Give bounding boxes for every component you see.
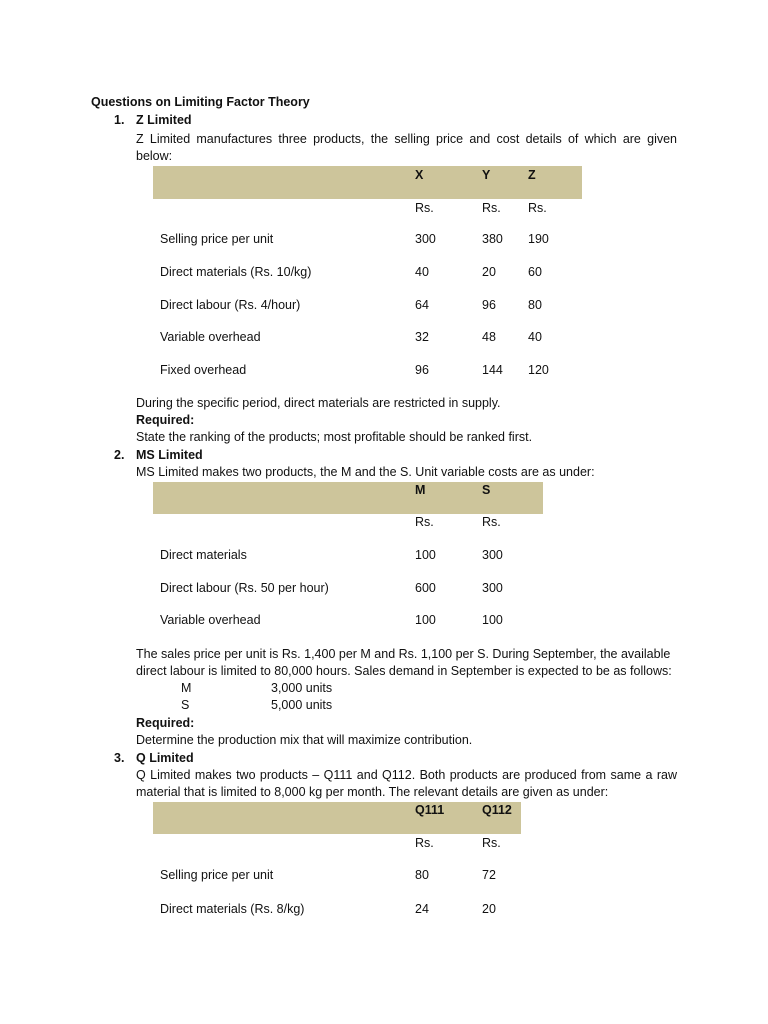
q3-table-header-band (153, 802, 521, 834)
q1-cell: 96 (482, 298, 496, 312)
q2-demand-product: M (181, 681, 192, 695)
q1-cell: 20 (482, 265, 496, 279)
q2-cell: 600 (415, 581, 436, 595)
q3-number: 3. (114, 751, 125, 765)
q1-required-label: Required: (136, 413, 195, 427)
q1-note: During the specific period, direct materials are restricted in supply. (136, 396, 501, 410)
q2-row-label: Direct materials (160, 548, 247, 562)
q3-intro: Q Limited makes two products – Q111 and Q112. Both products are produced from same a raw material that is limited to 8,000 kg per month. The relevant details are given as under: (136, 768, 677, 799)
q3-currency: Rs. (482, 836, 501, 850)
q2-cell: 100 (482, 613, 503, 627)
q1-cell: 190 (528, 232, 549, 246)
q1-cell: 96 (415, 363, 429, 377)
q2-currency: Rs. (482, 515, 501, 529)
q1-table-header-band (153, 166, 582, 199)
q2-heading: MS Limited (136, 448, 203, 462)
q3-row-label: Direct materials (Rs. 8/kg) (160, 902, 305, 916)
q2-required-text: Determine the production mix that will maximize contribution. (136, 733, 473, 747)
q1-cell: 120 (528, 363, 549, 377)
q3-col-header: Q112 (482, 803, 512, 817)
q3-row-label: Selling price per unit (160, 868, 274, 882)
q2-col-header: M (415, 483, 426, 497)
q1-row-label: Direct materials (Rs. 10/kg) (160, 265, 312, 279)
q1-cell: 300 (415, 232, 436, 246)
q2-row-label: Variable overhead (160, 613, 261, 627)
q2-demand-units: 5,000 units (271, 698, 333, 712)
q1-currency: Rs. (528, 201, 547, 215)
q1-row-label: Selling price per unit (160, 232, 274, 246)
q1-cell: 40 (528, 330, 542, 344)
q1-cell: 80 (528, 298, 542, 312)
document-title: Questions on Limiting Factor Theory (91, 95, 310, 109)
q3-heading: Q Limited (136, 751, 194, 765)
q2-note: The sales price per unit is Rs. 1,400 per M and Rs. 1,100 per S. During September, the available direct labour is limited to 80,000 hours. Sales demand in September is expected to be as follows: (136, 647, 672, 678)
q1-cell: 60 (528, 265, 542, 279)
q2-currency: Rs. (415, 515, 434, 529)
q3-currency: Rs. (415, 836, 434, 850)
q2-cell: 100 (415, 548, 436, 562)
q1-number: 1. (114, 113, 125, 127)
q2-cell: 300 (482, 548, 503, 562)
q2-number: 2. (114, 448, 125, 462)
q3-cell: 20 (482, 902, 496, 916)
q1-cell: 32 (415, 330, 429, 344)
q2-col-header: S (482, 483, 491, 497)
q1-intro: Z Limited manufactures three products, the selling price and cost details of which are given below: (136, 132, 677, 163)
q1-currency: Rs. (482, 201, 501, 215)
q1-col-header: Z (528, 168, 536, 182)
q3-cell: 80 (415, 868, 429, 882)
q1-col-header: Y (482, 168, 491, 182)
q1-row-label: Fixed overhead (160, 363, 247, 377)
q3-cell: 72 (482, 868, 496, 882)
q1-cell: 48 (482, 330, 496, 344)
q2-intro: MS Limited makes two products, the M and the S. Unit variable costs are as under: (136, 465, 595, 479)
q2-demand-units: 3,000 units (271, 681, 333, 695)
q1-cell: 40 (415, 265, 429, 279)
q3-col-header: Q111 (415, 803, 445, 817)
q1-required-text: State the ranking of the products; most profitable should be ranked first. (136, 430, 533, 444)
q3-cell: 24 (415, 902, 429, 916)
q2-demand-product: S (181, 698, 190, 712)
q2-cell: 100 (415, 613, 436, 627)
q2-cell: 300 (482, 581, 503, 595)
q2-row-label: Direct labour (Rs. 50 per hour) (160, 581, 329, 595)
q1-cell: 64 (415, 298, 429, 312)
q1-cell: 144 (482, 363, 503, 377)
q2-required-label: Required: (136, 716, 195, 730)
q1-row-label: Direct labour (Rs. 4/hour) (160, 298, 301, 312)
q1-cell: 380 (482, 232, 503, 246)
q1-col-header: X (415, 168, 424, 182)
q1-row-label: Variable overhead (160, 330, 261, 344)
q1-currency: Rs. (415, 201, 434, 215)
q1-heading: Z Limited (136, 113, 192, 127)
